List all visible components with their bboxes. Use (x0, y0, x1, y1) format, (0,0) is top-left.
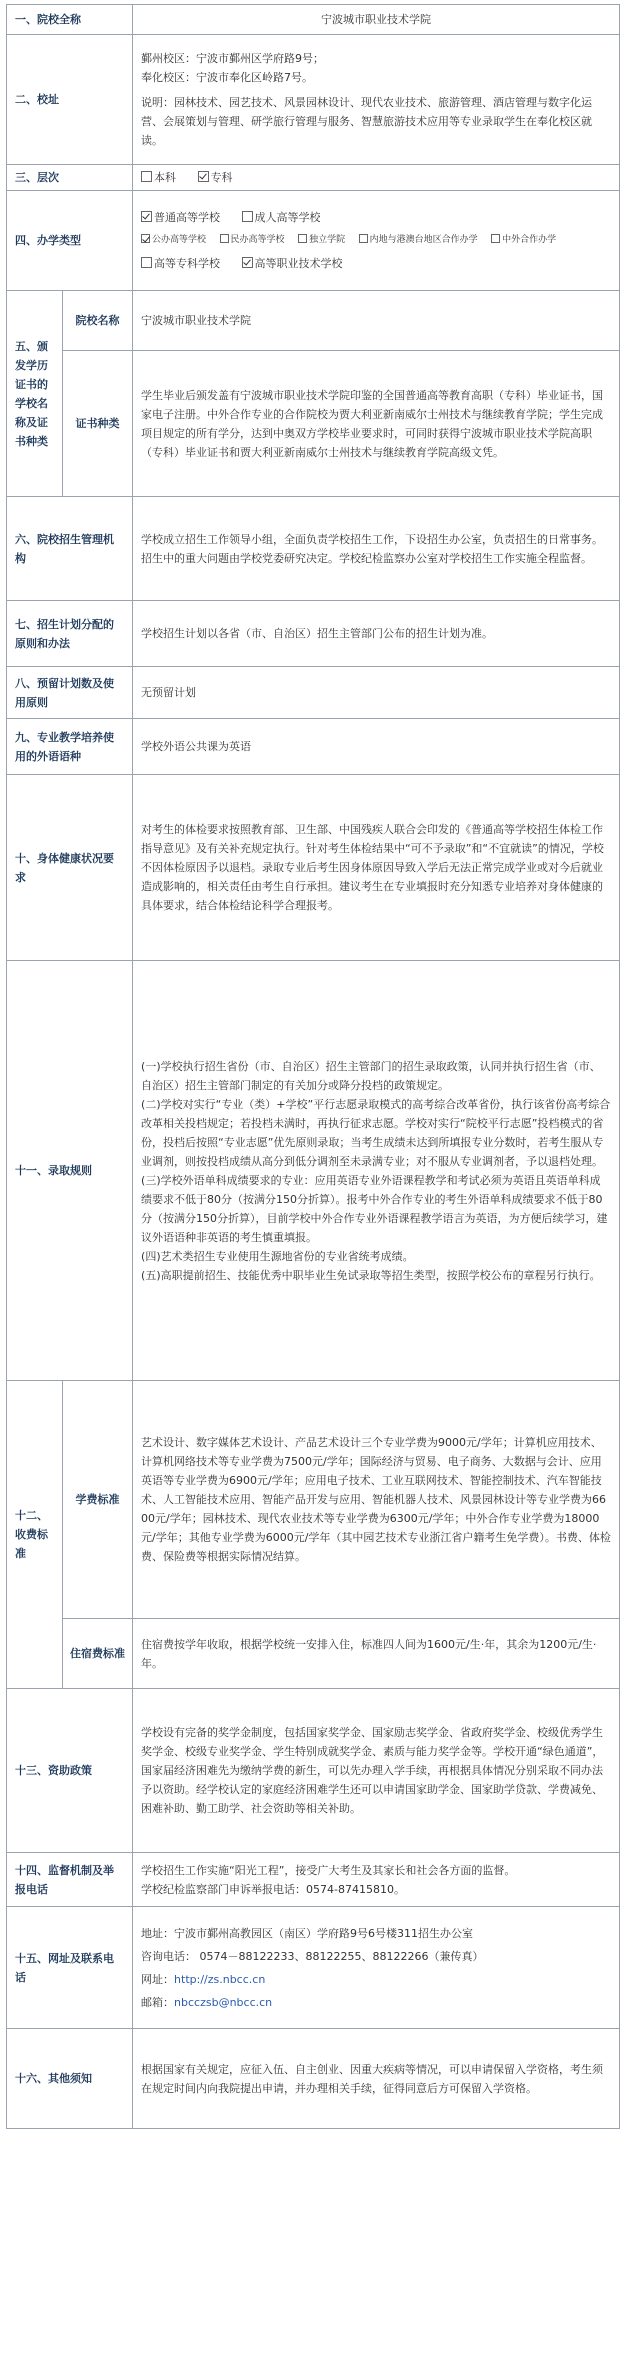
checkbox-empty-icon (242, 211, 253, 222)
type-line-2 (141, 231, 611, 248)
checkbox-checked-icon (141, 234, 150, 243)
row-label: 二、校址 (7, 35, 133, 165)
admit-rule: (三)学校外语单科成绩要求的专业：应用英语专业外语课程教学和考试必须为英语且英语单科成绩要求不低于80分（按满分150分折算）。报考中外合作专业的考生外语单科成绩要求不低于80分（按满分150分折算），目前学校中外合作专业外语课程教学语言为英语，为方便后续学习，建议外语语种非英语的考生慎重填报。 (141, 1173, 608, 1244)
checkbox-checked-icon (141, 211, 152, 222)
row-school-name (7, 5, 620, 35)
checkbox-empty-icon (141, 257, 152, 268)
checkbox-junior-college: 高等专科学校 (141, 254, 220, 273)
row-type (7, 191, 620, 291)
checkbox-empty-icon (220, 234, 229, 243)
supervise-value (133, 1853, 620, 1907)
row-label: 三、层次 (7, 165, 133, 191)
checkbox-empty-icon (298, 234, 307, 243)
website-link[interactable]: http://zs.nbcc.cn (174, 1972, 266, 1986)
row-label: 一、院校全称 (7, 5, 133, 35)
other-value: 根据国家有关规定，应征入伍、自主创业、因重大疾病等情况，可以申请保留入学资格，考生须在规定时间内向我院提出申请，并办理相关手续，征得同意后方可保留入学资格。 (133, 2029, 620, 2129)
row-label: 八、预留计划数及使用原则 (7, 667, 133, 719)
admit-rule: (一)学校执行招生省份（市、自治区）招生主管部门的招生录取政策，认同并执行招生省（市、自治区）招生主管部门制定的有关加分或降分投档的政策规定。 (141, 1059, 601, 1092)
row-label: 十二、收费标准 (7, 1381, 63, 1689)
type-value (133, 191, 620, 291)
checkbox-checked-icon (242, 257, 253, 268)
row-label: 十五、网址及联系电话 (7, 1907, 133, 2029)
sub-label: 证书种类 (63, 351, 133, 497)
org-value: 学校成立招生工作领导小组，全面负责学校招生工作，下设招生办公室，负责招生的日常事务。招生中的重大问题由学校党委研究决定。学校纪检监察办公室对学校招生工作实施全程监督。 (133, 497, 620, 601)
checkbox-vocational: 高等职业技术学校 (242, 254, 343, 273)
checkbox-associate: 专科 (198, 168, 233, 187)
row-label: 四、办学类型 (7, 191, 133, 291)
row-label: 十四、监督机制及举报电话 (7, 1853, 133, 1907)
supervise-line: 学校纪检监察部门申诉举报电话：0574-87415810。 (141, 1882, 405, 1896)
row-org (7, 497, 620, 601)
row-label: 十六、其他须知 (7, 2029, 133, 2129)
type-line-3 (141, 254, 611, 273)
cert-school-value: 宁波城市职业技术学院 (133, 291, 620, 351)
dorm-value: 住宿费按学年收取，根据学校统一安排入住，标准四人间为1600元/生·年，其余为1200元/生·年。 (133, 1619, 620, 1689)
web-prefix: 网址： (141, 1972, 175, 1986)
row-cert-school (7, 291, 620, 351)
row-label: 十一、录取规则 (7, 961, 133, 1381)
contact-value (133, 1907, 620, 2029)
address-line: 鄞州校区：宁波市鄞州区学府路9号； (141, 52, 325, 65)
checkbox-adult: 成人高等学校 (242, 208, 321, 227)
row-aid (7, 1689, 620, 1853)
address-line: 奉化校区：宁波市奉化区岭路7号。 (141, 71, 314, 84)
checkbox-bachelor: 本科 (141, 168, 176, 187)
row-fee-dorm (7, 1619, 620, 1689)
admit-rule: (五)高职提前招生、技能优秀中职毕业生免试录取等招生类型，按照学校公布的章程另行执行。 (141, 1268, 601, 1282)
supervise-line: 学校招生工作实施“阳光工程”，接受广大考生及其家长和社会各方面的监督。 (141, 1863, 516, 1877)
checkbox-regular: 普通高等学校 (141, 208, 220, 227)
row-reserve (7, 667, 620, 719)
admit-rule: (四)艺术类招生专业使用生源地省份的专业省统考成绩。 (141, 1249, 414, 1263)
type-line-1 (141, 208, 611, 227)
contact-phone: 咨询电话： 0574－88122233、88122255、88122266（兼传真） (141, 1949, 484, 1963)
checkbox-checked-icon (198, 171, 209, 182)
contact-address: 地址：宁波市鄞州高教园区（南区）学府路9号6号楼311招生办公室 (141, 1926, 474, 1940)
row-fee-tuition (7, 1381, 620, 1619)
row-supervise (7, 1853, 620, 1907)
reserve-value: 无预留计划 (133, 667, 620, 719)
contact-mail (141, 1993, 611, 2012)
admission-charter-table (6, 4, 620, 2129)
checkbox-empty-icon (491, 234, 500, 243)
cert-kind-value: 学生毕业后颁发盖有宁波城市职业技术学院印鉴的全国普通高等教育高职（专科）毕业证书，国家电子注册。中外合作专业的合作院校为贾大利亚新南威尔士州技术与继续教育学院；学生完成项目规定的所有学分，达到中奥双方学校毕业要求时，可同时获得宁波城市职业技术学院高职（专科）毕业证书和贾大利亚新南威尔士州技术与继续教育学院高级文凭。 (133, 351, 620, 497)
row-level (7, 165, 620, 191)
checkbox-public: 公办高等学校 (141, 232, 206, 248)
row-plan (7, 601, 620, 667)
sub-label: 院校名称 (63, 291, 133, 351)
address-value (133, 35, 620, 165)
mail-prefix: 邮箱： (141, 1995, 175, 2009)
aid-value: 学校设有完备的奖学金制度，包括国家奖学金、国家励志奖学金、省政府奖学金、校级优秀学生奖学金、校级专业奖学金、学生特别成就奖学金、素质与能力奖学金等。学校开通“绿色通道”，国家届经济困难先为缴纳学费的新生，可以先办理入学手续，再根据具体情况分别采取不同办法予以资助。经学校认定的家庭经济困难学生还可以申请国家助学金、国家助学贷款、学费减免、困难补助、勤工助学、社会资助等相关补助。 (133, 1689, 620, 1853)
row-health (7, 775, 620, 961)
lang-value: 学校外语公共课为英语 (133, 719, 620, 775)
admit-value (133, 961, 620, 1381)
admit-rule: (二)学校对实行“专业（类）+学校”平行志愿录取模式的高考综合改革省份，执行该省份高考综合改革相关投档规定；若投档未满时，再执行征求志愿。学校对实行“院校平行志愿”投档模式的省份，投档后按照“专业志愿”优先原则录取；当考生成绩未达到所填报专业分数时，若考生服从专业调剂，则按投档成绩从高分到低分调剂至未录满专业；对不服从专业调剂者，予以退档处理。 (141, 1097, 611, 1168)
plan-value: 学校招生计划以各省（市、自治区）招生主管部门公布的招生计划为准。 (133, 601, 620, 667)
row-label: 六、院校招生管理机构 (7, 497, 133, 601)
row-cert-kind (7, 351, 620, 497)
health-value: 对考生的体检要求按照教育部、卫生部、中国残疾人联合会印发的《普通高等学校招生体检工作指导意见》及有关补充规定执行。针对考生体检结果中“可不予录取”和“不宜就读”的情况，学校不因体检原因予以退档。录取专业后考生因身体原因导致入学后无法正常完成学业或对今后就业造成影响的，相关责任由考生自行承担。建议考生在专业填报时充分知悉专业培养对身体健康的具体要求，结合体检结论科学合理报考。 (133, 775, 620, 961)
checkbox-empty-icon (141, 171, 152, 182)
row-label: 九、专业教学培养使用的外语语种 (7, 719, 133, 775)
row-address (7, 35, 620, 165)
checkbox-private: 民办高等学校 (220, 232, 285, 248)
address-note: 说明：园林技术、园艺技术、风景园林设计、现代农业技术、旅游管理、酒店管理与数字化运营、会展策划与管理、研学旅行管理与服务、智慧旅游技术应用等专业录取学生在奉化校区就读。 (141, 96, 593, 147)
level-value (133, 165, 620, 191)
row-label: 十、身体健康状况要求 (7, 775, 133, 961)
row-contact (7, 1907, 620, 2029)
sub-label: 住宿费标准 (63, 1619, 133, 1689)
checkbox-hk-macau-tw: 内地与港澳台地区合作办学 (359, 232, 478, 248)
row-label: 十三、资助政策 (7, 1689, 133, 1853)
school-name-value: 宁波城市职业技术学院 (133, 5, 620, 35)
row-other (7, 2029, 620, 2129)
tuition-value: 艺术设计、数字媒体艺术设计、产品艺术设计三个专业学费为9000元/学年；计算机应用技术、计算机网络技术等专业学费为7500元/学年；国际经济与贸易、电子商务、大数据与会计、应用英语等专业学费为6900元/学年；应用电子技术、工业互联网技术、智能控制技术、汽车智能技术、人工智能技术应用、智能产品开发与应用、智能机器人技术、风景园林设计等专业学费为6600元/学年；园林技术、现代农业技术等专业学费为6300元/学年；中外合作专业学费为18000元/学年；其他专业学费为6000元/学年（其中园艺技术专业浙江省户籍考生免学费）。书费、体检费、保险费等根据实际情况结算。 (133, 1381, 620, 1619)
row-label: 七、招生计划分配的原则和办法 (7, 601, 133, 667)
row-lang (7, 719, 620, 775)
row-label: 五、颁发学历证书的学校名称及证书种类 (7, 291, 63, 497)
sub-label: 学费标准 (63, 1381, 133, 1619)
checkbox-sino-foreign: 中外合作办学 (491, 232, 556, 248)
contact-web (141, 1970, 611, 1989)
row-admit (7, 961, 620, 1381)
email-link[interactable]: nbcczsb@nbcc.cn (174, 1995, 273, 2009)
checkbox-empty-icon (359, 234, 368, 243)
checkbox-independent: 独立学院 (298, 232, 345, 248)
